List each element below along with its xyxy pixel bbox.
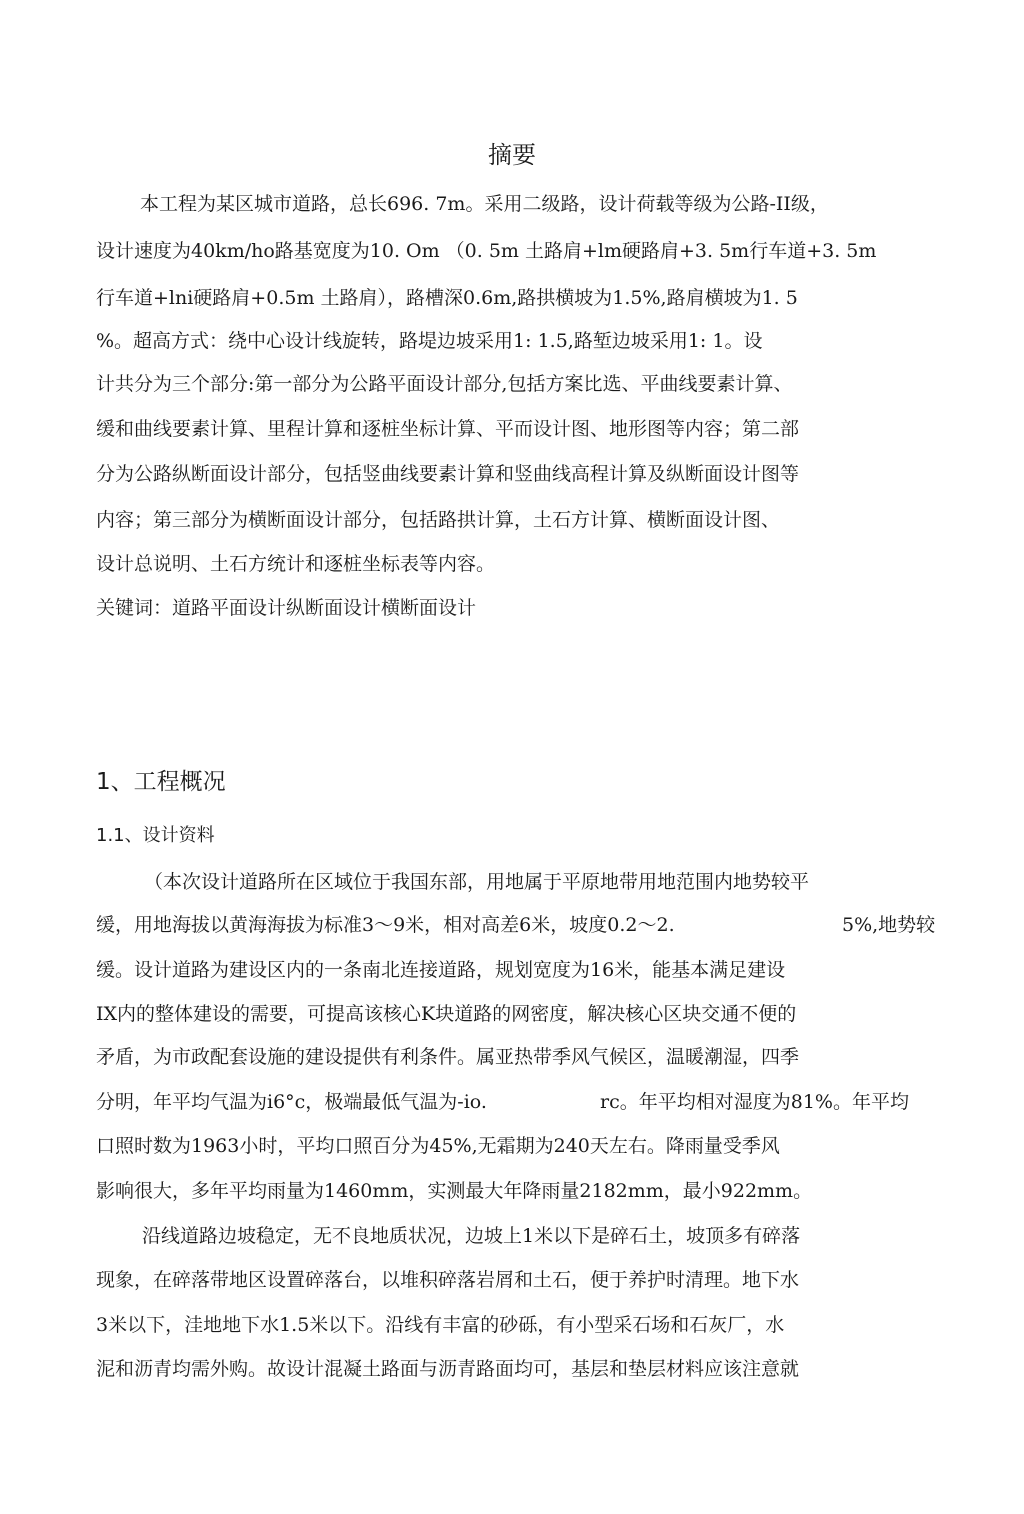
abstract-line-1: 本工程为某区城市道路，总长696. 7m。采用二级路，设计荷载等级为公路-II级， (140, 193, 829, 215)
body-line-3: 缓。设计道路为建设区内的一条南北连接道路，规划宽度为16米，能基本满足建设 (96, 959, 786, 981)
abstract-line-5: 计共分为三个部分:第一部分为公路平面设计部分,包括方案比选、平曲线要素计算、 (96, 373, 793, 395)
body-line-8: 影响很大，多年平均雨量为1460mm，实测最大年降雨量2182mm，最小922mm。 (96, 1180, 813, 1202)
keywords: 关键词：道路平面设计纵断面设计横断面设计 (96, 597, 477, 619)
section-heading: 1、工程概况 (96, 769, 226, 795)
body-line-9: 沿线道路边坡稳定，无不良地质状况，边坡上1米以下是碎石土，坡顶多有碎落 (142, 1225, 801, 1247)
body-line-10: 现象，在碎落带地区设置碎落台，以堆积碎落岩屑和土石，便于养护时清理。地下水 (96, 1269, 800, 1291)
body-line-1: （本次设计道路所在区域位于我国东部，用地属于平原地带用地范围内地势较平 (144, 871, 810, 893)
abstract-line-3: 行车道+lni硬路肩+0.5m 土路肩），路槽深0.6m,路拱横坡为1.5%,路肩横坡为1. 5 (96, 287, 798, 309)
abstract-line-4: %。超高方式：绕中心设计线旋转，路堤边坡采用1: 1.5,路堑边坡采用1: 1。设 (96, 330, 763, 352)
abstract-line-7: 分为公路纵断面设计部分，包括竖曲线要素计算和竖曲线高程计算及纵断面设计图等 (96, 463, 800, 485)
body-line-4: IX内的整体建设的需要，可提高该核心K块道路的网密度，解决核心区块交通不便的 (96, 1003, 797, 1025)
body-line-6: 分明，年平均气温为i6°c，极端最低气温为-io. (96, 1091, 487, 1113)
abstract-line-9: 设计总说明、土石方统计和逐桩坐标表等内容。 (96, 553, 496, 575)
abstract-line-2: 设计速度为40km/ho路基宽度为10. Om （0. 5m 土路肩+lm硬路肩+3. 5m行车道+3. 5m (96, 240, 877, 262)
body-line-12: 泥和沥青均需外购。故设计混凝土路面与沥青路面均可，基层和垫层材料应该注意就 (96, 1358, 800, 1380)
subsection-heading: 1.1、设计资料 (96, 825, 215, 846)
abstract-title: 摘要 (488, 141, 536, 169)
body-line-2: 缓，用地海拔以黄海海拔为标准3～9米，相对高差6米，坡度0.2～2. (96, 914, 675, 936)
abstract-line-6: 缓和曲线要素计算、里程计算和逐桩坐标计算、平而设计图、地形图等内容；第二部 (96, 418, 800, 440)
body-line-2-tail: 5%,地势较 (842, 914, 936, 936)
body-line-5: 矛盾，为市政配套设施的建设提供有利条件。属亚热带季风气候区，温暖潮湿，四季 (96, 1046, 800, 1068)
abstract-line-8: 内容；第三部分为横断面设计部分，包括路拱计算，土石方计算、横断面设计图、 (96, 509, 781, 531)
body-line-6-tail: rc。年平均相对湿度为81%。年平均 (600, 1091, 909, 1113)
body-line-7: 口照时数为1963小时，平均口照百分为45%,无霜期为240天左右。降雨量受季风 (96, 1135, 780, 1157)
body-line-11: 3米以下，洼地地下水1.5米以下。沿线有丰富的砂砾，有小型采石场和石灰厂，水 (96, 1314, 785, 1336)
